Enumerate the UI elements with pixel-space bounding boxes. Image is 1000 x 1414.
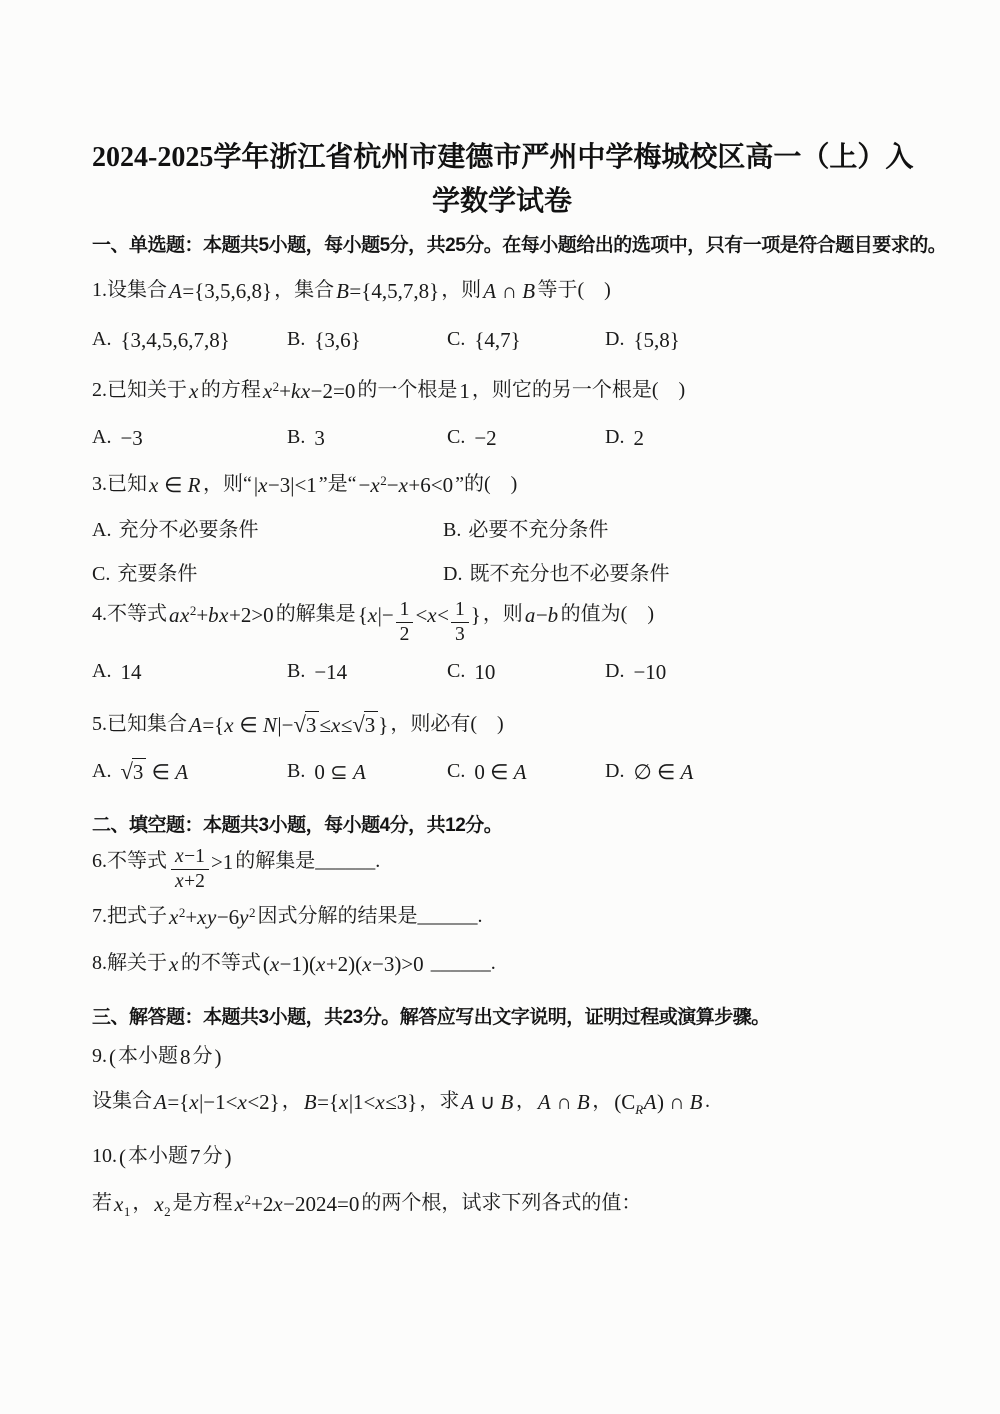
- q5-stem: [92, 708, 912, 739]
- text-run: 4.不等式: [92, 602, 167, 625]
- option-label: A.: [92, 759, 112, 782]
- option-content: 3: [314, 426, 325, 450]
- sec2-heading: 二、填空题：本题共3小题，每小题4分，共12分。: [92, 814, 503, 836]
- text-run: 10.: [92, 1144, 117, 1167]
- option-label: B.: [287, 759, 306, 782]
- option-d: [605, 755, 912, 786]
- text-run: 设集合: [92, 1089, 152, 1112]
- math-run: A={x|−1<x<2}: [154, 1089, 280, 1114]
- exam-title-line1: 2024-2025学年浙江省杭州市建德市严州中学梅城校区高一（上）入: [92, 142, 914, 173]
- math-run: x: [189, 379, 199, 403]
- math-run: $x^2+kx-2=0$: [262, 379, 356, 403]
- option-content: 10: [474, 659, 496, 684]
- text-run: 因式分解的结果是______.: [257, 904, 483, 927]
- option-content: −10: [633, 659, 667, 684]
- option-label: A.: [92, 519, 112, 541]
- option-content: {4,7}: [474, 328, 521, 352]
- q2-options: [92, 421, 912, 452]
- q1-options: [92, 323, 912, 354]
- math-run: B={4,5,7,8}: [336, 279, 440, 303]
- text-run: 本小题: [128, 1144, 188, 1167]
- math-run: $x^2+2x-2024=0$: [234, 1191, 360, 1216]
- option-label: B.: [287, 328, 306, 350]
- text-run: ，求: [419, 1089, 460, 1112]
- math-run: B={x|1<x≤3}: [303, 1089, 418, 1114]
- text-run: .: [704, 1089, 710, 1112]
- math-run: A={3,5,6,8}: [169, 279, 273, 303]
- option-d: [605, 421, 912, 452]
- math-run: A ∩ B: [483, 279, 536, 303]
- text-run: ”是“: [318, 473, 357, 495]
- option-label: A.: [92, 659, 112, 682]
- text-run: ，: [515, 1089, 536, 1112]
- option-a: [92, 323, 287, 354]
- option-content: 0 ∈ A: [474, 759, 527, 784]
- text-run: ______.: [425, 951, 496, 974]
- option-label: D.: [605, 328, 625, 350]
- option-content: {3,6}: [314, 328, 361, 352]
- option-content: {5,8}: [633, 328, 680, 352]
- text-run: ，: [132, 1191, 153, 1214]
- text-run: ，则“: [202, 473, 252, 495]
- math-run: (: [109, 1044, 116, 1069]
- option-a: [92, 515, 443, 545]
- option-d: [605, 323, 912, 354]
- text-run: ，则: [482, 602, 523, 625]
- math-run: 7: [190, 1144, 201, 1169]
- math-run: x ∈ R: [149, 473, 201, 497]
- exam-body: [92, 232, 947, 1219]
- option-label: B.: [287, 659, 306, 682]
- math-run: x: [169, 951, 179, 976]
- math-run: (x−1)(x+2)(x−3)>0: [262, 951, 424, 976]
- sec3-heading: 三、解答题：本题共3小题，共23分。解答应写出文字说明，证明过程或演算步骤。: [92, 1006, 770, 1028]
- math-run: A ∩ B: [537, 1089, 591, 1114]
- text-run: 9.: [92, 1044, 107, 1067]
- option-c: [447, 755, 605, 786]
- math-run: |x−3|<1: [253, 473, 317, 497]
- math-run: $ax^2+bx+2>0$: [169, 602, 274, 627]
- q3-stem: [92, 468, 912, 499]
- q5-options: [92, 755, 912, 786]
- text-run: 本小题: [118, 1044, 178, 1067]
- option-content: −2: [474, 426, 497, 450]
- text-run: ，则必有( ): [390, 712, 504, 735]
- text-run: 的值为( ): [560, 602, 654, 625]
- math-run: 1: [459, 379, 470, 403]
- option-label: B.: [443, 519, 462, 541]
- text-run: 的不等式: [180, 951, 261, 974]
- option-label: D.: [605, 759, 625, 782]
- q8-line: [92, 947, 912, 978]
- option-a: [92, 655, 287, 686]
- math-run: a−b: [524, 602, 559, 627]
- math-run: $x_2$: [154, 1191, 171, 1219]
- option-label: C.: [447, 759, 466, 782]
- option-d: [443, 559, 912, 589]
- text-run: 6.不等式: [92, 849, 167, 872]
- option-c: [447, 323, 605, 354]
- q1-stem: [92, 274, 912, 305]
- text-run: 的两个根，试求下列各式的值：: [361, 1191, 642, 1214]
- option-content: −14: [314, 659, 348, 684]
- option-content: {3,4,5,6,7,8}: [120, 328, 230, 352]
- math-run: (: [119, 1144, 126, 1169]
- option-content: 充分不必要条件: [118, 519, 259, 541]
- option-label: D.: [605, 426, 625, 448]
- text-run: 1.设集合: [92, 279, 167, 301]
- option-c: [92, 559, 443, 589]
- q4-options: [92, 655, 912, 686]
- option-label: D.: [605, 659, 625, 682]
- option-content: 0 ⊆ A: [314, 759, 367, 784]
- text-run: 8.解关于: [92, 951, 167, 974]
- option-a: [92, 755, 287, 786]
- option-c: [447, 655, 605, 686]
- text-run: ，集合: [274, 279, 335, 301]
- option-content: 14: [120, 659, 142, 684]
- text-run: 7.把式子: [92, 904, 167, 927]
- text-run: 2.已知关于: [92, 379, 187, 401]
- option-content: 2: [633, 426, 644, 450]
- option-content: 既不充分也不必要条件: [469, 563, 670, 585]
- math-run: 8: [180, 1044, 191, 1069]
- q10-title: [92, 1140, 912, 1171]
- sec1-heading: 一、单选题：本题共5小题，每小题5分，共25分。在每小题给出的选项中，只有一项是符合题目要求的。: [92, 235, 947, 256]
- exam-title: [92, 136, 912, 224]
- option-content: √3 ∈ A: [120, 758, 189, 784]
- option-c: [447, 421, 605, 452]
- text-run: 的解集是: [275, 602, 356, 625]
- option-label: A.: [92, 426, 112, 448]
- text-run: ，: [592, 1089, 613, 1112]
- option-b: [287, 421, 447, 452]
- text-run: 若: [92, 1191, 112, 1214]
- q6-line: [92, 844, 912, 892]
- text-run: ，则: [441, 279, 482, 301]
- option-label: C.: [92, 563, 111, 585]
- math-run: $x_1$: [114, 1191, 131, 1219]
- option-content: 必要不充分条件: [468, 519, 609, 541]
- option-b: [287, 323, 447, 354]
- option-b: [287, 655, 447, 686]
- option-label: B.: [287, 426, 306, 448]
- option-content: 充要条件: [117, 563, 198, 585]
- text-run: 3.已知: [92, 473, 147, 495]
- option-content: ∅ ∈ A: [633, 759, 694, 784]
- option-a: [92, 421, 287, 452]
- text-run: 等于( ): [537, 279, 611, 301]
- math-run: A={x ∈ N|−√3 ≤x≤√3 }: [189, 711, 389, 737]
- option-d: [605, 655, 912, 686]
- option-label: D.: [443, 563, 463, 585]
- math-run: ): [214, 1044, 222, 1069]
- math-run: {x|− $\frac{1}{2}$ <x< $\frac{1}{3}$ }: [357, 599, 481, 646]
- math-run: $-x^2-x+6<0$: [358, 473, 454, 497]
- text-run: 分: [202, 1144, 223, 1167]
- q3-options: [92, 515, 912, 589]
- text-run: 是方程: [172, 1191, 233, 1214]
- option-label: C.: [447, 659, 466, 682]
- math-run: $\frac{x-1}{x+2}$ >1: [169, 850, 233, 874]
- q9-title: [92, 1040, 912, 1071]
- text-run: ，则它的另一个根是( ): [471, 379, 686, 401]
- text-run: ，: [281, 1089, 302, 1112]
- q7-line: [92, 900, 912, 931]
- option-label: C.: [447, 328, 466, 350]
- option-label: A.: [92, 328, 112, 350]
- math-run: ): [224, 1144, 232, 1169]
- exam-title-line2: 学数学试卷: [431, 186, 572, 217]
- option-label: C.: [447, 426, 466, 448]
- text-run: 的方程: [200, 379, 261, 401]
- option-content: −3: [120, 426, 143, 450]
- option-b: [287, 755, 447, 786]
- q9-body: [92, 1085, 912, 1116]
- q10-body: [92, 1187, 912, 1218]
- q2-stem: [92, 374, 912, 405]
- math-run: $x^2+xy-6y^2$: [169, 904, 256, 929]
- text-run: ”的( ): [455, 473, 518, 495]
- text-run: 5.已知集合: [92, 712, 187, 735]
- text-run: 的一个根是: [357, 379, 458, 401]
- q4-stem: [92, 597, 912, 645]
- math-run: $(C_RA)$ ∩ B: [614, 1089, 703, 1117]
- text-run: 的解集是______.: [235, 849, 381, 872]
- text-run: 分: [192, 1044, 213, 1067]
- option-b: [443, 515, 912, 545]
- math-run: A ∪ B: [461, 1089, 514, 1114]
